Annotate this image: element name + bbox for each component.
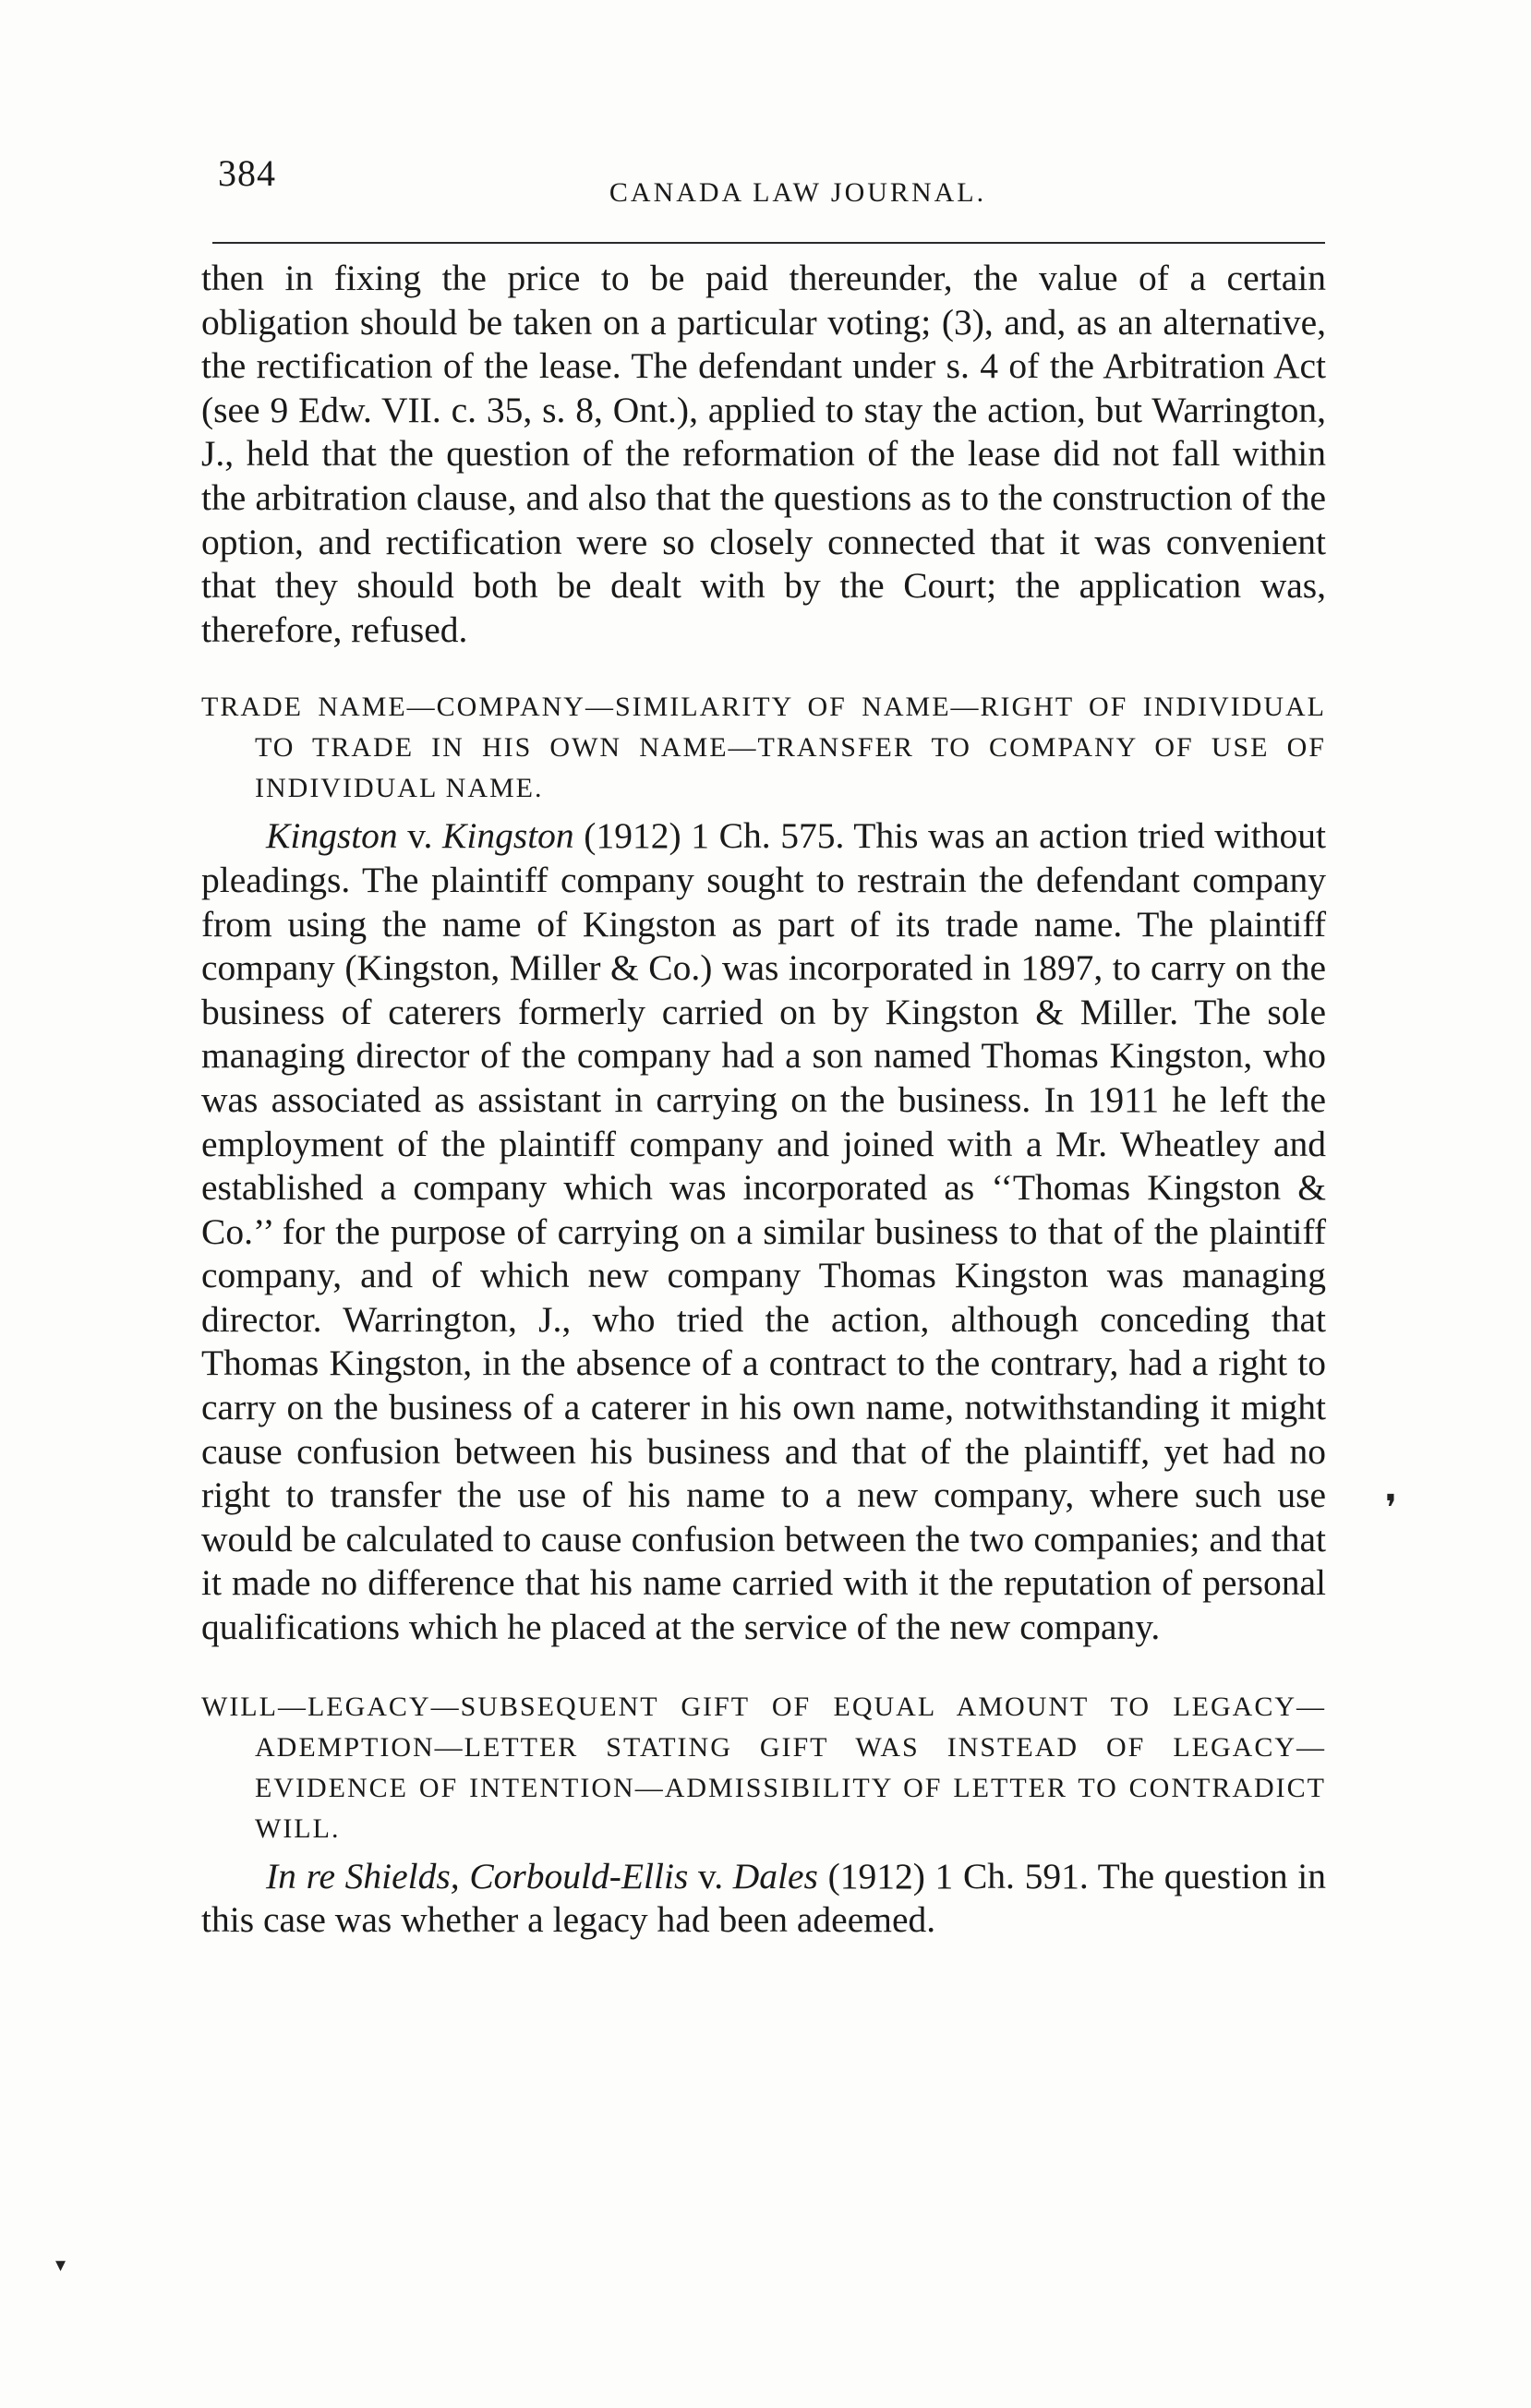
case-party-1: Kingston bbox=[266, 815, 398, 857]
continued-paragraph: then in fixing the price to be paid thereunder, the value of a certain obligation should be taken on a particular voting; (3), and, as an alternative, the rectification of the lease. The defendant under s. 4 of the Arbitration Act (see 9 Edw. VII. c. 35, s. 8, Ont.), applied to stay the action, but Warrington, J., held that the question of the reformation of the lease did not fall within the arbitration clause, and also that the questions as to the construction of the option, and rectification were so closely connected that it was convenient that they should both be dealt with by the Court; the application was, therefore, refused. bbox=[201, 258, 1326, 650]
case-paragraph-kingston bbox=[201, 814, 1326, 1649]
header-rule bbox=[212, 242, 1325, 244]
case-citation: (1912) 1 Ch. 591. bbox=[817, 1855, 1089, 1896]
case-party-2: Kingston bbox=[442, 815, 574, 857]
case-party-1: In re Shields, Corbould-Ellis bbox=[266, 1855, 689, 1896]
headnote-will-legacy: WILL—LEGACY—SUBSEQUENT GIFT OF EQUAL AMOUNT TO LEGACY—ADEMPTION—LETTER STATING GIFT WAS INSTEAD OF LEGACY—EVIDENCE OF INTENTION—ADMISSIBILITY OF LETTER TO CONTRADICT WILL. bbox=[201, 1691, 1326, 1844]
section-trade-name bbox=[201, 687, 1326, 1649]
margin-dot-icon: ▾ bbox=[55, 2253, 66, 2276]
case-paragraph-shields bbox=[201, 1855, 1326, 1943]
case-text: This was an action tried without pleadings. The plaintiff company sought to restrain the defendant company from using the name of Kingston as part of its trade name. The plaintiff company (Kingston, Miller & Co.) was incorporated in 1897, to carry on the business of caterers formerly carried on by Kingston & Miller. The sole managing director of the company had a son named Thomas Kingston, who was associated as assistant in carrying on the business. In 1911 he left the employment of the plaintiff company and joined with a Mr. Wheatley and established a company which was incorporated as ‘‘Thomas Kingston & Co.’’ for the purpose of carrying on a similar business to that of the plaintiff company, and of which new company Thomas Kingston was managing director. Warrington, J., who tried the action, although conceding that Thomas Kingston, in the absence of a contract to the contrary, had a right to carry on the business of a caterer in his own name, notwithstanding it might cause confusion between his business and that of the plaintiff, yet had no right to transfer the use of his name to a new company, where such use would be calculated to cause confusion between the two companies; and that it made no difference that his name carried with it the reputation of personal qualifications which he placed at the service of the new company. bbox=[201, 815, 1326, 1648]
case-party-2: Dales bbox=[732, 1855, 818, 1896]
margin-mark-icon: ❜ bbox=[1385, 1487, 1397, 1529]
case-versus: v. bbox=[397, 815, 442, 857]
running-head: CANADA LAW JOURNAL. bbox=[609, 177, 987, 208]
case-versus: v. bbox=[688, 1855, 733, 1896]
case-text: The question in this case was whether a legacy had been adeemed. bbox=[201, 1855, 1327, 1941]
page-number: 384 bbox=[218, 152, 276, 194]
section-will-legacy bbox=[201, 1687, 1326, 1943]
headnote-trade-name: TRADE NAME—COMPANY—SIMILARITY OF NAME—RIGHT OF INDIVIDUAL TO TRADE IN HIS OWN NAME—TRANSFER TO COMPANY OF USE OF INDIVIDUAL NAME. bbox=[201, 692, 1326, 804]
page-body bbox=[201, 257, 1326, 1943]
case-citation: (1912) 1 Ch. 575. bbox=[573, 815, 845, 857]
